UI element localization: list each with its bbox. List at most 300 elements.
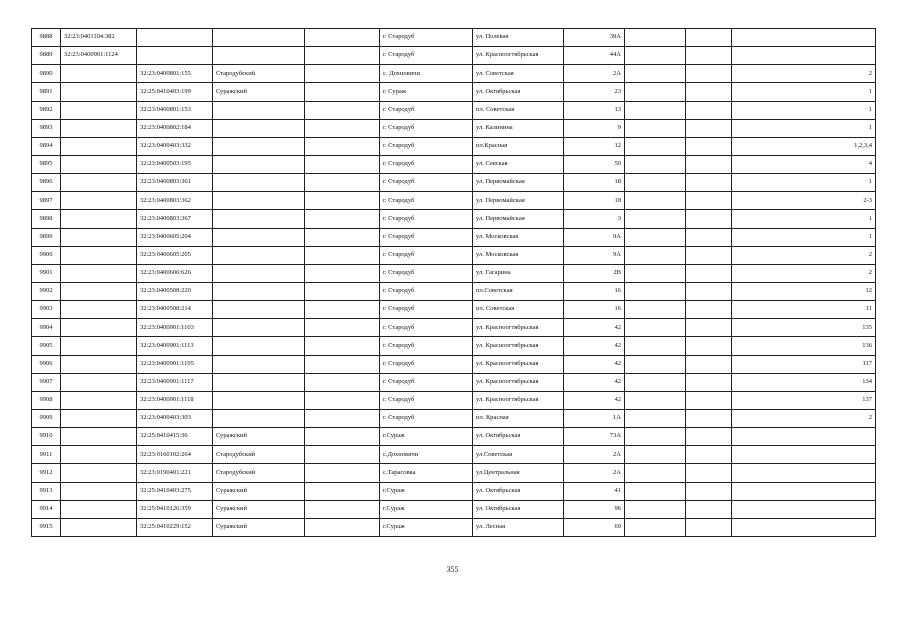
house-number-cell: 2А: [564, 65, 625, 83]
district-cell: [213, 29, 305, 47]
district-cell: [213, 264, 305, 282]
cadastral-number-cell: [61, 391, 137, 409]
cadastral-number-cell: [61, 210, 137, 228]
empty-cell: [686, 282, 732, 300]
apartment-cell: 136: [732, 337, 876, 355]
cadastral-number-cell: 32:25:0410403:275: [137, 482, 213, 500]
street-cell: ул. Первомайская: [473, 210, 564, 228]
apartment-cell: 4: [732, 155, 876, 173]
cadastral-number-cell: 32:25:0410229:152: [137, 518, 213, 536]
street-cell: ул. Красноогтябрьская: [473, 337, 564, 355]
apartment-cell: [732, 47, 876, 65]
empty-cell: [625, 518, 686, 536]
row-number-cell: 9894: [32, 137, 61, 155]
house-number-cell: 39А: [564, 29, 625, 47]
house-number-cell: 2А: [564, 464, 625, 482]
empty-cell: [625, 482, 686, 500]
apartment-cell: 1: [732, 101, 876, 119]
row-number-cell: 9915: [32, 518, 61, 536]
street-cell: ул. Красноогтябрьская: [473, 355, 564, 373]
house-number-cell: 3: [564, 210, 625, 228]
cadastral-number-cell: [61, 409, 137, 427]
empty-cell: [686, 246, 732, 264]
empty-cell: [686, 319, 732, 337]
table-row: [32, 246, 876, 264]
cadastral-number-cell: 32:23:0400508:214: [137, 301, 213, 319]
cadastral-number-cell: 32:23:0400901:1124: [61, 47, 137, 65]
street-cell: ул. Октябрьская: [473, 482, 564, 500]
district-cell: [213, 301, 305, 319]
empty-cell: [625, 337, 686, 355]
table-row: [32, 192, 876, 210]
cadastral-number-cell: [61, 83, 137, 101]
table-row: [32, 119, 876, 137]
locality-cell: г. Стародуб: [380, 192, 473, 210]
row-number-cell: 9912: [32, 464, 61, 482]
empty-cell: [305, 482, 380, 500]
empty-cell: [686, 228, 732, 246]
empty-cell: [625, 65, 686, 83]
cadastral-number-cell: 32:23:0400508:220: [137, 282, 213, 300]
district-cell: [213, 228, 305, 246]
locality-cell: г. Стародуб: [380, 301, 473, 319]
locality-cell: г. Стародуб: [380, 119, 473, 137]
row-number-cell: 9904: [32, 319, 61, 337]
street-cell: пл.Красная: [473, 137, 564, 155]
street-cell: ул.Советская: [473, 446, 564, 464]
row-number-cell: 9908: [32, 391, 61, 409]
locality-cell: г. Стародуб: [380, 137, 473, 155]
empty-cell: [625, 319, 686, 337]
table-row: [32, 373, 876, 391]
house-number-cell: 1А: [564, 409, 625, 427]
empty-cell: [305, 83, 380, 101]
page-number: 355: [446, 565, 459, 574]
apartment-cell: 117: [732, 355, 876, 373]
locality-cell: с.Дохновичи: [380, 446, 473, 464]
district-cell: Стародубский: [213, 464, 305, 482]
locality-cell: г.Сураж: [380, 500, 473, 518]
row-number-cell: 9897: [32, 192, 61, 210]
house-number-cell: 42: [564, 355, 625, 373]
row-number-cell: 9889: [32, 47, 61, 65]
empty-cell: [625, 428, 686, 446]
apartment-cell: [732, 500, 876, 518]
empty-cell: [686, 264, 732, 282]
cadastral-number-cell: 32:23:0400605:205: [137, 246, 213, 264]
empty-cell: [305, 373, 380, 391]
table-row: [32, 174, 876, 192]
street-cell: ул. Советская: [473, 65, 564, 83]
table-row: [32, 264, 876, 282]
table-row: [32, 65, 876, 83]
row-number-cell: 9911: [32, 446, 61, 464]
row-number-cell: 9896: [32, 174, 61, 192]
cadastral-number-cell: [61, 137, 137, 155]
empty-cell: [625, 246, 686, 264]
empty-cell: [625, 101, 686, 119]
house-number-cell: 2В: [564, 264, 625, 282]
apartment-cell: 134: [732, 373, 876, 391]
table-row: [32, 518, 876, 536]
row-number-cell: 9900: [32, 246, 61, 264]
empty-cell: [686, 301, 732, 319]
empty-cell: [305, 500, 380, 518]
cadastral-number-cell: [61, 355, 137, 373]
house-number-cell: 41: [564, 482, 625, 500]
cadastral-number-cell: [61, 174, 137, 192]
house-number-cell: 12: [564, 137, 625, 155]
house-number-cell: 96: [564, 500, 625, 518]
table-row: [32, 337, 876, 355]
cadastral-number-cell: 32:23:0400802:184: [137, 119, 213, 137]
apartment-cell: 135: [732, 319, 876, 337]
locality-cell: г. Стародуб: [380, 282, 473, 300]
empty-cell: [305, 391, 380, 409]
locality-cell: г. Сураж: [380, 83, 473, 101]
cadastral-number-cell: 32:23:0400801:155: [137, 65, 213, 83]
apartment-cell: 2: [732, 409, 876, 427]
cadastral-number-cell: [61, 192, 137, 210]
street-cell: пл.Советская: [473, 282, 564, 300]
apartment-cell: [732, 482, 876, 500]
district-cell: [213, 155, 305, 173]
empty-cell: [625, 264, 686, 282]
street-cell: ул. Красноогтябрьская: [473, 47, 564, 65]
cadastral-number-cell: 32:23:0400901:1113: [137, 337, 213, 355]
empty-cell: [686, 391, 732, 409]
empty-cell: [625, 409, 686, 427]
row-number-cell: 9902: [32, 282, 61, 300]
empty-cell: [625, 192, 686, 210]
table-row: [32, 47, 876, 65]
locality-cell: г.Сураж: [380, 428, 473, 446]
district-cell: Суражский: [213, 83, 305, 101]
empty-cell: [305, 301, 380, 319]
locality-cell: с. Дохновичи: [380, 65, 473, 83]
locality-cell: г. Стародуб: [380, 337, 473, 355]
street-cell: ул. Лесная: [473, 518, 564, 536]
cadastral-number-cell: 32:23:0400803:367: [137, 210, 213, 228]
empty-cell: [305, 210, 380, 228]
street-cell: ул. Первомайская: [473, 174, 564, 192]
row-number-cell: 9899: [32, 228, 61, 246]
empty-cell: [686, 174, 732, 192]
district-cell: [213, 119, 305, 137]
district-cell: Суражский: [213, 500, 305, 518]
cadastral-number-cell: [61, 500, 137, 518]
apartment-cell: [732, 428, 876, 446]
empty-cell: [625, 355, 686, 373]
table-row: [32, 83, 876, 101]
empty-cell: [625, 83, 686, 101]
empty-cell: [625, 464, 686, 482]
district-cell: [213, 192, 305, 210]
cadastral-number-cell: [61, 373, 137, 391]
locality-cell: с.Тарасовка: [380, 464, 473, 482]
cadastral-number-cell: [61, 65, 137, 83]
empty-cell: [305, 192, 380, 210]
table-row: [32, 282, 876, 300]
empty-cell: [305, 337, 380, 355]
cadastral-number-cell: [61, 301, 137, 319]
empty-cell: [305, 65, 380, 83]
empty-cell: [686, 155, 732, 173]
row-number-cell: 9903: [32, 301, 61, 319]
street-cell: ул. Полевая: [473, 29, 564, 47]
cadastral-number-cell: [61, 155, 137, 173]
cadastral-number-cell: 32:25:0410415:36: [137, 428, 213, 446]
locality-cell: г. Стародуб: [380, 355, 473, 373]
locality-cell: г. Стародуб: [380, 264, 473, 282]
row-number-cell: 9906: [32, 355, 61, 373]
house-number-cell: 9: [564, 119, 625, 137]
apartment-cell: 2: [732, 264, 876, 282]
empty-cell: [686, 373, 732, 391]
table-row: [32, 482, 876, 500]
cadastral-number-cell: 32:23:0400403:332: [137, 137, 213, 155]
house-number-cell: 42: [564, 337, 625, 355]
cadastral-number-cell: [61, 518, 137, 536]
apartment-cell: 1: [732, 83, 876, 101]
table-row: [32, 155, 876, 173]
locality-cell: г. Стародуб: [380, 319, 473, 337]
locality-cell: г. Стародуб: [380, 155, 473, 173]
district-cell: Суражский: [213, 482, 305, 500]
apartment-cell: 2: [732, 65, 876, 83]
row-number-cell: 9901: [32, 264, 61, 282]
street-cell: ул. Красноогтябрьская: [473, 319, 564, 337]
locality-cell: г. Стародуб: [380, 101, 473, 119]
empty-cell: [686, 192, 732, 210]
district-cell: [213, 282, 305, 300]
street-cell: ул. Красноогтябрьская: [473, 373, 564, 391]
cadastral-number-cell: [61, 282, 137, 300]
house-number-cell: 9А: [564, 228, 625, 246]
empty-cell: [686, 65, 732, 83]
table-row: [32, 391, 876, 409]
table-row: [32, 228, 876, 246]
table-row: [32, 464, 876, 482]
cadastral-number-cell: [61, 264, 137, 282]
house-number-cell: 9А: [564, 246, 625, 264]
empty-cell: [686, 210, 732, 228]
empty-cell: [305, 29, 380, 47]
apartment-cell: 12: [732, 282, 876, 300]
house-number-cell: 69: [564, 518, 625, 536]
row-number-cell: 9895: [32, 155, 61, 173]
empty-cell: [686, 337, 732, 355]
apartment-cell: 137: [732, 391, 876, 409]
empty-cell: [625, 29, 686, 47]
house-number-cell: 42: [564, 391, 625, 409]
apartment-cell: [732, 518, 876, 536]
empty-cell: [625, 155, 686, 173]
apartment-cell: 1: [732, 174, 876, 192]
empty-cell: [305, 446, 380, 464]
empty-cell: [305, 319, 380, 337]
cadastral-number-cell: [61, 464, 137, 482]
empty-cell: [305, 228, 380, 246]
street-cell: ул. Калинина: [473, 119, 564, 137]
district-cell: [213, 101, 305, 119]
cadastral-number-cell: 32:23:0401104:382: [61, 29, 137, 47]
row-number-cell: 9905: [32, 337, 61, 355]
table-row: [32, 428, 876, 446]
empty-cell: [625, 282, 686, 300]
empty-cell: [625, 500, 686, 518]
district-cell: [213, 373, 305, 391]
table-row: [32, 500, 876, 518]
empty-cell: [625, 301, 686, 319]
empty-cell: [305, 518, 380, 536]
house-number-cell: 50: [564, 155, 625, 173]
street-cell: ул. Красноогтябрьская: [473, 391, 564, 409]
apartment-cell: 2: [732, 246, 876, 264]
cadastral-number-cell: [61, 228, 137, 246]
cadastral-number-cell: [61, 101, 137, 119]
register-table-wrapper: [31, 28, 875, 537]
empty-cell: [625, 228, 686, 246]
district-cell: [213, 137, 305, 155]
cadastral-number-cell: [61, 446, 137, 464]
empty-cell: [686, 29, 732, 47]
empty-cell: [625, 47, 686, 65]
empty-cell: [625, 174, 686, 192]
empty-cell: [686, 428, 732, 446]
table-row: [32, 301, 876, 319]
cadastral-number-cell: [61, 482, 137, 500]
apartment-cell: 1: [732, 210, 876, 228]
empty-cell: [305, 174, 380, 192]
empty-cell: [305, 464, 380, 482]
row-number-cell: 9898: [32, 210, 61, 228]
cadastral-number-cell: [137, 47, 213, 65]
street-cell: пл. Красная: [473, 409, 564, 427]
street-cell: ул. Первомайская: [473, 192, 564, 210]
street-cell: ул.Центральная: [473, 464, 564, 482]
empty-cell: [305, 264, 380, 282]
house-number-cell: 16: [564, 301, 625, 319]
empty-cell: [625, 137, 686, 155]
cadastral-number-cell: 32:23:0400901:1117: [137, 373, 213, 391]
locality-cell: г. Стародуб: [380, 210, 473, 228]
cadastral-number-cell: 32:23:0400901:1103: [137, 319, 213, 337]
property-register-table: [31, 28, 876, 537]
empty-cell: [305, 47, 380, 65]
house-number-cell: 2А: [564, 446, 625, 464]
table-row: [32, 409, 876, 427]
empty-cell: [686, 47, 732, 65]
cadastral-number-cell: 32:23:0400606:626: [137, 264, 213, 282]
locality-cell: г.Сураж: [380, 518, 473, 536]
locality-cell: г. Стародуб: [380, 174, 473, 192]
empty-cell: [686, 446, 732, 464]
empty-cell: [625, 446, 686, 464]
house-number-cell: 44А: [564, 47, 625, 65]
empty-cell: [686, 464, 732, 482]
house-number-cell: 42: [564, 319, 625, 337]
empty-cell: [305, 101, 380, 119]
district-cell: [213, 355, 305, 373]
empty-cell: [686, 119, 732, 137]
cadastral-number-cell: 32:23:0400403:303: [137, 409, 213, 427]
apartment-cell: [732, 446, 876, 464]
empty-cell: [305, 246, 380, 264]
locality-cell: г. Стародуб: [380, 29, 473, 47]
empty-cell: [686, 500, 732, 518]
cadastral-number-cell: [61, 319, 137, 337]
cadastral-number-cell: 32:23:0400801:153: [137, 101, 213, 119]
cadastral-number-cell: [61, 337, 137, 355]
house-number-cell: 18: [564, 174, 625, 192]
street-cell: пл. Советская: [473, 101, 564, 119]
empty-cell: [305, 428, 380, 446]
locality-cell: г. Стародуб: [380, 409, 473, 427]
table-row: [32, 355, 876, 373]
cadastral-number-cell: 32:23:0160102:264: [137, 446, 213, 464]
row-number-cell: 9909: [32, 409, 61, 427]
row-number-cell: 9888: [32, 29, 61, 47]
house-number-cell: 16: [564, 282, 625, 300]
district-cell: Стародубский: [213, 65, 305, 83]
empty-cell: [625, 373, 686, 391]
apartment-cell: 11: [732, 301, 876, 319]
table-row: [32, 101, 876, 119]
apartment-cell: [732, 29, 876, 47]
street-cell: ул. Октябрьская: [473, 83, 564, 101]
empty-cell: [305, 155, 380, 173]
empty-cell: [686, 482, 732, 500]
district-cell: [213, 319, 305, 337]
district-cell: Суражский: [213, 518, 305, 536]
locality-cell: г. Стародуб: [380, 391, 473, 409]
cadastral-number-cell: [61, 119, 137, 137]
row-number-cell: 9891: [32, 83, 61, 101]
district-cell: [213, 391, 305, 409]
street-cell: ул. Московская: [473, 228, 564, 246]
cadastral-number-cell: [61, 246, 137, 264]
district-cell: Стародубский: [213, 446, 305, 464]
empty-cell: [305, 355, 380, 373]
table-row: [32, 29, 876, 47]
apartment-cell: 1,2,3,4: [732, 137, 876, 155]
cadastral-number-cell: [137, 29, 213, 47]
empty-cell: [686, 409, 732, 427]
table-row: [32, 446, 876, 464]
empty-cell: [305, 282, 380, 300]
apartment-cell: 1: [732, 228, 876, 246]
locality-cell: г. Стародуб: [380, 47, 473, 65]
house-number-cell: 42: [564, 373, 625, 391]
cadastral-number-cell: [61, 428, 137, 446]
district-cell: [213, 246, 305, 264]
house-number-cell: 18: [564, 192, 625, 210]
locality-cell: г. Стародуб: [380, 246, 473, 264]
street-cell: ул. Московская: [473, 246, 564, 264]
apartment-cell: [732, 464, 876, 482]
cadastral-number-cell: 32:23:0190401:221: [137, 464, 213, 482]
table-row: [32, 319, 876, 337]
empty-cell: [686, 137, 732, 155]
street-cell: пл. Советская: [473, 301, 564, 319]
district-cell: [213, 409, 305, 427]
district-cell: [213, 337, 305, 355]
row-number-cell: 9914: [32, 500, 61, 518]
empty-cell: [686, 518, 732, 536]
empty-cell: [625, 210, 686, 228]
empty-cell: [686, 101, 732, 119]
